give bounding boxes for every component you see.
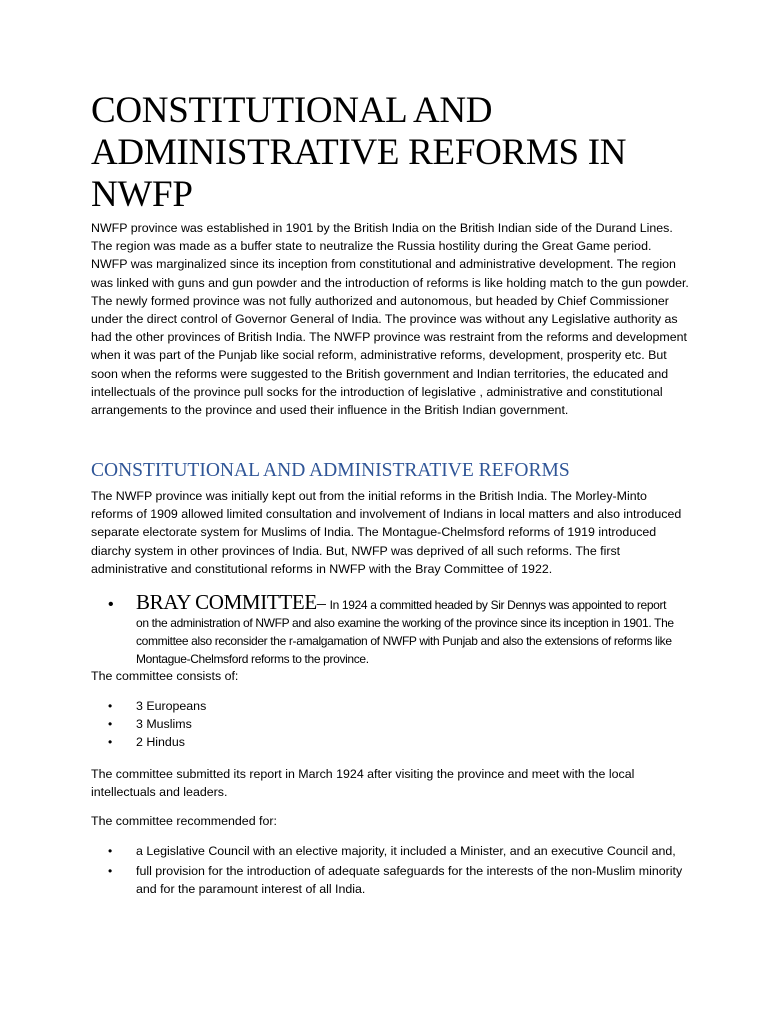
bray-committee-item [108, 590, 678, 668]
title-line: CONSTITUTIONAL AND [91, 90, 493, 131]
member-label: 3 Muslims [136, 717, 192, 732]
committee-consists-label: The committee consists of: [91, 669, 239, 683]
document-title [91, 90, 691, 216]
list-item [108, 862, 688, 898]
recommendation-text: full provision for the introduction of adequate safeguards for the interests of the non-Muslim minority and for the paramount interest of all India. [136, 864, 683, 897]
bullet-icon: • [108, 735, 113, 750]
recommended-label: The committee recommended for: [91, 814, 277, 828]
member-label: 3 Europeans [136, 699, 207, 713]
section-heading: CONSTITUTIONAL AND ADMINISTRATIVE REFORMS [91, 460, 570, 481]
list-item [108, 842, 688, 860]
bullet-icon: • [108, 596, 114, 613]
list-item [108, 697, 206, 715]
bray-committee-dash: – [316, 593, 330, 613]
bray-committee-heading: BRAY COMMITTEE [136, 590, 317, 614]
recommendation-text: a Legislative Council with an elective majority, it included a Minister, and an executive Council and, [136, 844, 676, 858]
bray-committee-description: In 1924 a committed headed by Sir Dennys was appointed to report on the administration of NWFP and also examine the working of the province since its inception in 1901. The committee also reconsider the r-amalgamation of NWFP with Punjab and also the extensions of reforms like Montague-Chelmsford reforms to the province. [136, 598, 674, 666]
bullet-icon: • [108, 717, 113, 732]
list-item [108, 715, 206, 733]
bullet-icon: • [108, 699, 113, 713]
bray-committee-text [136, 590, 678, 668]
committee-members-list [108, 697, 206, 752]
report-paragraph: The committee submitted its report in March 1924 after visiting the province and meet with the local intellectuals and leaders. [91, 767, 635, 800]
title-line: ADMINISTRATIVE REFORMS IN [91, 132, 627, 173]
section-paragraph: The NWFP province was initially kept out from the initial reforms in the British India. The Morley-Minto reforms of 1909 allowed limited consultation and involvement of Indians in local matters and also introduced separate electorate system for Muslims of India. The Montague-Chelmsford reforms of 1919 introduced diarchy system in other provinces of India. But, NWFP was deprived of all such reforms. The first administrative and constitutional reforms in NWFP with the Bray Committee of 1922. [91, 489, 682, 576]
list-item [108, 733, 206, 751]
bullet-icon: • [108, 844, 113, 858]
bullet-icon: • [108, 864, 113, 879]
member-label: 2 Hindus [136, 735, 185, 750]
title-line: NWFP [91, 174, 193, 215]
intro-paragraph: NWFP province was established in 1901 by the British India on the British Indian side of the Durand Lines. The region was made as a buffer state to neutralize the Russia hostility during the Great Game period. NWFP was marginalized since its inception from constitutional and administrative development. The region was linked with guns and gun powder and the introduction of reforms is like holding match to the gun powder. The newly formed province was not fully authorized and autonomous, but headed by Chief Commissioner under the direct control of Governor General of India. The province was without any Legislative authority as had the other provinces of British India. The NWFP province was restraint from the reforms and development when it was part of the Punjab like social reform, administrative reforms, development, prosperity etc. But soon when the reforms were suggested to the British government and Indian territories, the educated and intellectuals of the province pull socks for the introduction of legislative , administrative and constitutional arrangements to the province and used their influence in the British Indian government. [91, 221, 689, 418]
recommendations-list [108, 842, 688, 901]
